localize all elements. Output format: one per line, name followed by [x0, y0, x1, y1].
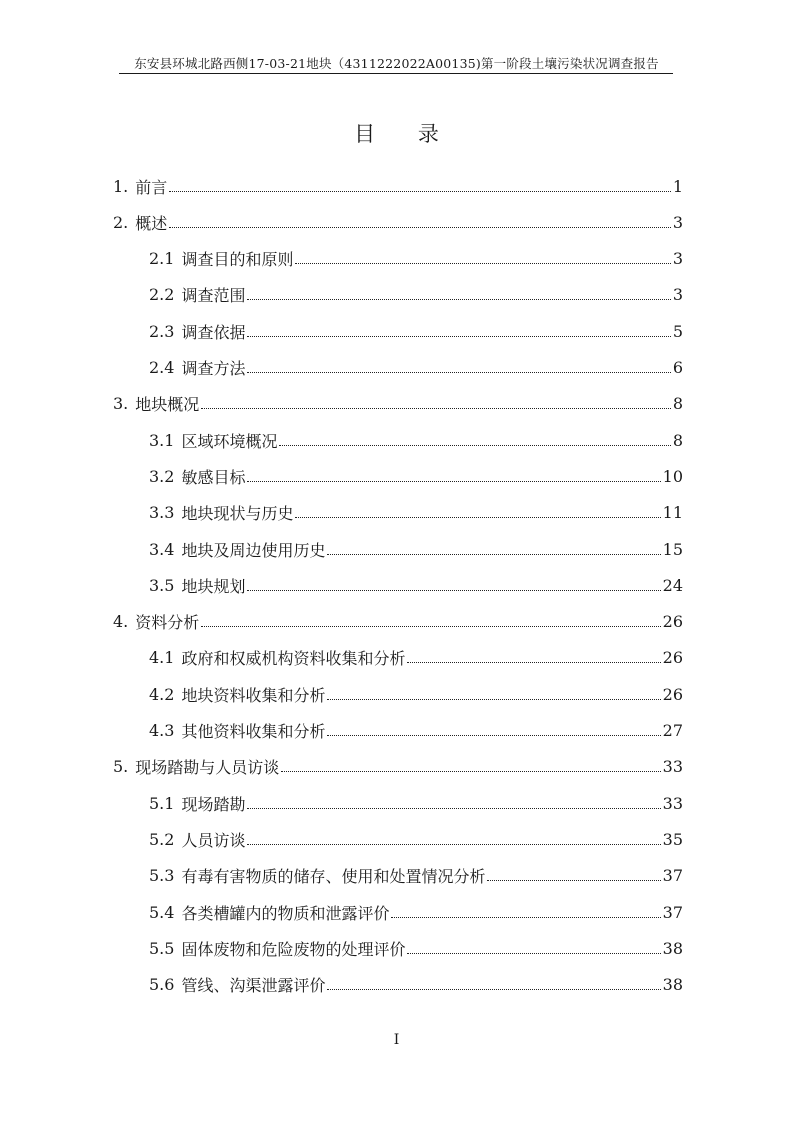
toc-entry-title: 其他资料收集和分析 [181, 722, 326, 741]
toc-entry[interactable] [113, 389, 683, 419]
toc-entry-number: 3.4 [149, 539, 175, 559]
toc-entry[interactable] [149, 824, 683, 854]
dot-leader [295, 263, 670, 264]
toc-entry-number: 3. [113, 394, 129, 414]
toc-entry[interactable] [149, 316, 683, 346]
toc-entry-title: 概述 [135, 213, 168, 233]
toc-entry[interactable] [113, 207, 683, 237]
dot-leader [407, 953, 660, 954]
toc-entry[interactable] [113, 752, 683, 782]
dot-leader [407, 662, 660, 663]
toc-entry[interactable] [149, 244, 683, 274]
toc-entry-title: 有毒有害物质的储存、使用和处置情况分析 [181, 867, 486, 887]
toc-entry-number: 5.6 [149, 975, 175, 995]
toc-entry-title: 调查依据 [181, 322, 246, 342]
toc-entry-number: 5. [113, 757, 129, 777]
toc-entry-number: 5.3 [149, 866, 175, 886]
toc-entry[interactable] [149, 534, 683, 564]
toc-entry[interactable] [149, 970, 683, 1000]
toc-entry-title: 前言 [135, 177, 168, 197]
toc-entry-page: 10 [662, 466, 683, 486]
header-divider [119, 73, 673, 74]
dot-leader [487, 880, 660, 881]
toc-entry-title: 地块资料收集和分析 [181, 685, 326, 705]
toc-entry[interactable] [149, 498, 683, 528]
dot-leader [247, 590, 660, 591]
toc-entry[interactable] [149, 933, 683, 963]
dot-leader [327, 989, 660, 990]
toc-entry-page: 38 [662, 975, 683, 995]
dot-leader [295, 517, 660, 518]
toc-entry-page: 37 [662, 866, 683, 886]
toc-entry-page: 26 [662, 648, 683, 668]
toc-entry-title: 固体废物和危险废物的处理评价 [181, 939, 406, 959]
dot-leader [327, 735, 660, 736]
dot-leader [281, 771, 660, 772]
toc-entry-page: 24 [662, 575, 683, 595]
toc-entry-number: 4.2 [149, 684, 175, 704]
toc-entry-title: 管线、沟渠泄露评价 [181, 976, 326, 996]
toc-entry[interactable] [113, 171, 683, 201]
toc-entry[interactable] [149, 716, 683, 746]
toc-entry-number: 5.5 [149, 938, 175, 958]
dot-leader [247, 372, 670, 373]
toc-entry-number: 3.3 [149, 503, 175, 523]
dot-leader [201, 408, 671, 409]
toc-entry-number: 1. [113, 176, 129, 196]
dot-leader [201, 626, 660, 627]
toc-entry-number: 4. [113, 612, 129, 632]
toc-entry-title: 调查目的和原则 [181, 250, 294, 270]
toc-entry-page: 8 [672, 394, 683, 414]
toc-entry-number: 5.1 [149, 793, 175, 813]
toc-entry-page: 3 [672, 285, 683, 305]
toc-entry-page: 8 [672, 430, 683, 450]
dot-leader [279, 445, 670, 446]
toc-entry-number: 2. [113, 212, 129, 232]
toc-entry-title: 现场踏勘与人员访谈 [135, 758, 280, 778]
toc-entry-page: 5 [672, 321, 683, 341]
toc-entry-title: 地块现状与历史 [181, 504, 294, 524]
toc-entry-title: 人员访谈 [181, 830, 246, 850]
toc-entry-title: 调查方法 [181, 359, 246, 378]
dot-leader [247, 336, 670, 337]
toc-entry[interactable] [149, 788, 683, 818]
toc-entry-page: 35 [662, 829, 683, 849]
toc-entry-number: 2.2 [149, 285, 175, 305]
dot-leader [391, 917, 660, 918]
dot-leader [247, 299, 670, 300]
toc-entry-page: 26 [662, 612, 683, 632]
toc-entry[interactable] [113, 607, 683, 637]
toc-entry[interactable] [149, 353, 683, 383]
dot-leader [247, 808, 660, 809]
toc-entry-title: 资料分析 [135, 613, 200, 633]
toc-entry-number: 2.1 [149, 249, 175, 269]
page-number: I [393, 1032, 400, 1048]
toc-entry[interactable] [149, 425, 683, 455]
toc-entry-title: 区域环境概况 [181, 431, 278, 451]
toc-entry-title: 敏感目标 [181, 467, 246, 487]
dot-leader [327, 699, 660, 700]
toc-entry-title: 地块及周边使用历史 [181, 540, 326, 560]
toc-entry-number: 3.5 [149, 575, 175, 595]
toc-entry-number: 2.3 [149, 321, 175, 341]
toc-entry-title: 政府和权威机构资料收集和分析 [181, 649, 406, 669]
dot-leader [327, 554, 660, 555]
toc-entry-page: 15 [662, 539, 683, 559]
toc-entry[interactable] [149, 280, 683, 310]
toc-entry-page: 33 [662, 757, 683, 777]
toc-entry-page: 3 [672, 249, 683, 269]
toc-entry-number: 5.2 [149, 829, 175, 849]
dot-leader [247, 481, 660, 482]
toc-entry-page: 1 [672, 176, 683, 196]
toc-entry-page: 33 [662, 793, 683, 813]
toc-entry-title: 调查范围 [181, 286, 246, 306]
page-header: 东安县环城北路西侧17-03-21地块（4311222022A00135)第一阶段土壤污染状况调查报告 [134, 56, 659, 71]
toc-entry-title: 地块概况 [135, 395, 200, 415]
toc-entry-number: 3.2 [149, 466, 175, 486]
toc-entry-page: 11 [662, 503, 683, 523]
toc-title: 目 录 [354, 122, 457, 146]
toc-entry-page: 26 [662, 684, 683, 704]
toc-entry-number: 2.4 [149, 358, 175, 377]
toc-entry-title: 现场踏勘 [181, 794, 246, 814]
toc-entry[interactable] [149, 679, 683, 709]
toc-entry-page: 38 [662, 938, 683, 958]
toc-entry-page: 27 [662, 721, 683, 740]
toc-entry[interactable] [149, 897, 683, 927]
toc-entry[interactable] [149, 570, 683, 600]
toc-entry-title: 各类槽罐内的物质和泄露评价 [181, 903, 390, 923]
toc-entry-page: 3 [672, 212, 683, 232]
toc-entry[interactable] [149, 643, 683, 673]
toc-entry-number: 4.1 [149, 648, 175, 668]
toc-entry-number: 4.3 [149, 721, 175, 740]
toc-entry[interactable] [149, 461, 683, 491]
toc-entry-page: 37 [662, 902, 683, 922]
toc-entry-page: 6 [672, 358, 683, 377]
toc-entry-number: 3.1 [149, 430, 175, 450]
dot-leader [169, 227, 671, 228]
toc-entry[interactable] [149, 861, 683, 891]
dot-leader [247, 844, 660, 845]
toc-entry-number: 5.4 [149, 902, 175, 922]
dot-leader [169, 191, 671, 192]
toc-entry-title: 地块规划 [181, 576, 246, 596]
